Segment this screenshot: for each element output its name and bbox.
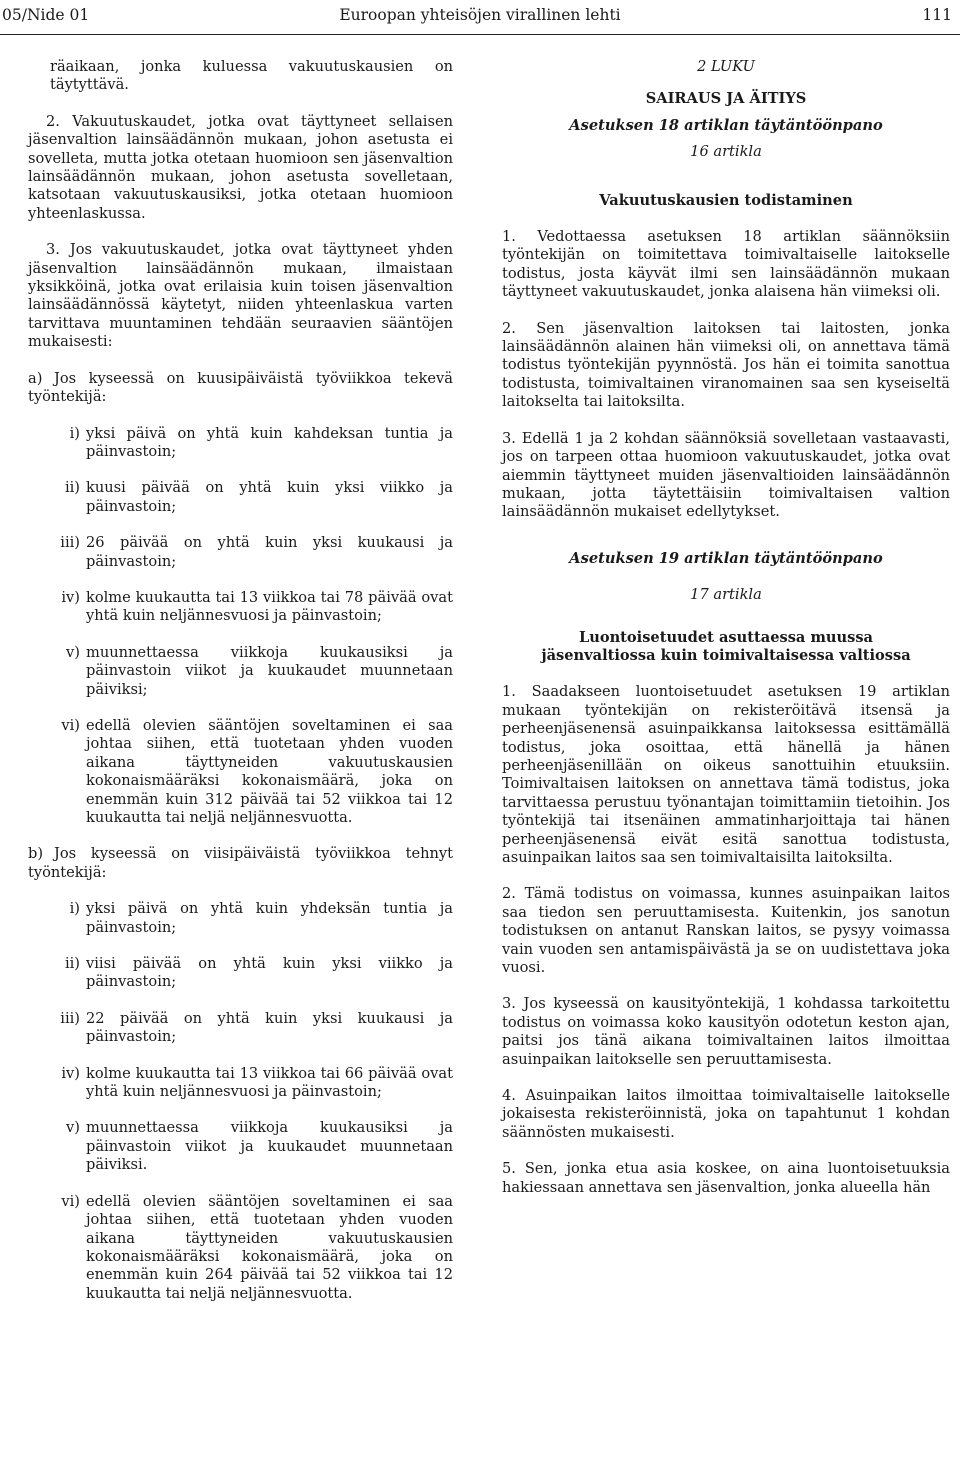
item-text: yksi päivä on yhtä kuin yhdeksän tuntia ja päinvastoin; xyxy=(86,900,453,936)
article-17-paragraph-1: 1. Saadakseen luontoisetuudet asetuksen 19 artiklan mukaan työntekijän on rekisteröitävä itsensä ja perheenjäsenensä asuinpaikkansa laitoksessa esittämällä todistus, joka osoittaa, että hänellä ja hänen perheenjäsenillään on oikeus sanottuihin etuuksiin. Toimivaltaisen laitoksen on annettava tämä todistus, joka tarvittaessa perustuu työnantajan toimittamiin tietoihin. Jos työntekijä tai itsenäinen ammatinharjoittaja tai hänen perheenjäsenensä eivät esitä sanottua todistusta, asuinpaikan laitos saa sen toimivaltaisilta laitoksilta. xyxy=(502,683,950,866)
case-a-item xyxy=(28,717,453,827)
item-number: ii) xyxy=(64,955,80,973)
item-text: 22 päivää on yhtä kuin yksi kuukausi ja päinvastoin; xyxy=(86,1009,453,1046)
item-number: vi) xyxy=(61,1192,80,1210)
article-16-paragraph-1: 1. Vedottaessa asetuksen 18 artiklan säännöksiin työntekijän on toimitettava toimivaltaiselle laitokselle todistus, josta käyvät ilmi sen lainsäädännön mukaan täyttyneet vakuutuskaudet, jonka alaisena hän viimeksi oli. xyxy=(502,228,950,301)
case-b-item xyxy=(28,1119,453,1174)
item-text: viisi päivää on yhtä kuin yksi viikko ja päinvastoin; xyxy=(86,955,453,991)
paragraph-3: 3. Jos vakuutuskaudet, jotka ovat täyttyneet yhden jäsenvaltion lainsäädännön mukaan, ilmaistaan yksikköinä, jotka ovat erilaisia kuin toisen jäsenvaltion lainsäädännössä käytetyt, niiden yhteenlaskua varten tarvittava muuntaminen tehdään seuraavien sääntöjen mukaisesti: xyxy=(28,241,453,351)
case-a xyxy=(28,370,453,407)
chapter-title: SAIRAUS JA ÄITIYS xyxy=(645,90,807,108)
article-16-paragraph-3: 3. Edellä 1 ja 2 kohdan säännöksiä sovelletaan vastaavasti, jos on tarpeen ottaa huomioon vakuutuskaudet, jotka ovat aiemmin täyttyneet muiden jäsenvaltioiden lainsäädännön mukaan, jotta täytettäisiin toimivaltaisen valtion lainsäädännön mukaiset edellytykset. xyxy=(502,429,950,521)
page-header xyxy=(0,0,960,34)
chapter-number: 2 LUKU xyxy=(697,58,755,75)
item-number: v) xyxy=(66,1119,80,1137)
article-17-title: Luontoisetuudet asuttaessa muussa jäsenvaltiossa kuin toimivaltaisessa valtiossa xyxy=(541,628,911,664)
case-a-text: Jos kyseessä on kuusipäiväistä työviikkoa tekevä työntekijä: xyxy=(28,369,453,406)
case-a-item xyxy=(28,644,453,699)
article-16-title: Vakuutuskausien todistaminen xyxy=(599,191,853,209)
item-number: v) xyxy=(66,643,80,661)
article-16-paragraph-2: 2. Sen jäsenvaltion laitoksen tai laitosten, jonka lainsäädännön alainen hän viimeksi oli, on annettava tämä todistus työntekijän pyynnöstä. Jos hän ei toimita sanottua todistusta, toimivaltainen viranomainen saa sen kyseiseltä laitokselta tai laitoksilta. xyxy=(502,319,950,411)
item-number: i) xyxy=(69,900,80,918)
page-number: 111 xyxy=(922,6,952,24)
item-text: muunnettaessa viikkoja kuukausiksi ja päinvastoin viikot ja kuukaudet muunnetaan päiviksi. xyxy=(86,1119,453,1174)
item-text: kolme kuukautta tai 13 viikkoa tai 66 päivää ovat yhtä kuin neljännesvuosi ja päinvastoin; xyxy=(86,1064,453,1101)
case-b-item xyxy=(28,1010,453,1047)
article-17-paragraph-5: 5. Sen, jonka etua asia koskee, on aina luontoisetuuksia hakiessaan annettava sen jäsenvaltion, jonka alueella hän xyxy=(502,1160,950,1196)
item-number: ii) xyxy=(64,479,80,497)
case-b-text: Jos kyseessä on viisipäiväistä työviikkoa tehnyt työntekijä: xyxy=(28,845,453,881)
case-b-item xyxy=(28,1065,453,1102)
item-number: iii) xyxy=(60,1009,80,1027)
item-number: vi) xyxy=(61,716,80,734)
item-text: 26 päivää on yhtä kuin yksi kuukausi ja päinvastoin; xyxy=(86,534,453,570)
item-text: edellä olevien sääntöjen soveltaminen ei saa johtaa siihen, että tuotetaan yhden vuoden aikana täyttyneiden vakuutuskausien kokonaismääräksi kokonaismäärä, joka on enemmän kuin 312 päivää tai 52 viikkoa tai 12 kuukautta tai neljä neljännesvuotta. xyxy=(86,716,453,826)
article-17-paragraph-2: 2. Tämä todistus on voimassa, kunnes asuinpaikan laitos saa tiedon sen peruuttamisesta. Kuitenkin, jos sanotun todistuksen on antanut Ranskan laitos, se pysyy voimassa vain vuoden sen antamispäivästä ja se on uudistettava joka vuosi. xyxy=(502,885,950,977)
item-text: kolme kuukautta tai 13 viikkoa tai 78 päivää ovat yhtä kuin neljännesvuosi ja päinvastoin; xyxy=(86,588,453,625)
case-a-item xyxy=(28,589,453,626)
case-b-item xyxy=(28,900,453,937)
implementation-heading-18: Asetuksen 18 artiklan täytäntöönpano xyxy=(569,116,883,134)
case-a-item xyxy=(28,425,453,462)
case-b-label: b) xyxy=(28,845,44,863)
item-text: edellä olevien sääntöjen soveltaminen ei saa johtaa siihen, että tuotetaan yhden vuoden aikana täyttyneiden vakuutuskausien kokonaismääräksi kokonaismäärä, joka on enemmän kuin 264 päivää tai 52 viikkoa tai 12 kuukautta tai neljä neljännesvuotta. xyxy=(86,1192,453,1302)
implementation-heading-19: Asetuksen 19 artiklan täytäntöönpano xyxy=(569,549,883,567)
volume-number: 05/Nide 01 xyxy=(2,6,90,24)
item-number: iv) xyxy=(61,1064,80,1082)
case-a-item xyxy=(28,479,453,516)
paragraph-continued: räaikaan, jonka kuluessa vakuutuskausien on täytyttävä. xyxy=(50,58,453,94)
item-text: kuusi päivää on yhtä kuin yksi viikko ja päinvastoin; xyxy=(86,479,453,515)
right-column xyxy=(502,58,950,1215)
left-column xyxy=(28,58,453,1321)
case-b-item xyxy=(28,955,453,992)
item-text: muunnettaessa viikkoja kuukausiksi ja päinvastoin viikot ja kuukaudet muunnetaan päiviksi; xyxy=(86,643,453,698)
article-17-paragraph-4: 4. Asuinpaikan laitos ilmoittaa toimivaltaiselle laitokselle jokaisesta rekisteröinnistä, joka on tapahtunut 1 kohdan säännösten mukaisesti. xyxy=(502,1087,950,1141)
article-16-number: 16 artikla xyxy=(690,143,762,161)
case-a-label: a) xyxy=(28,369,43,387)
case-b-item xyxy=(28,1193,453,1303)
paragraph-2: 2. Vakuutuskaudet, jotka ovat täyttyneet sellaisen jäsenvaltion lainsäädännön mukaan, johon asetusta ei sovelleta, mutta jotka otetaan huomioon sen jäsenvaltion lainsäädännön mukaan, johon asetusta sovelletaan, katsotaan vakuutuskausiksi, jotka otetaan huomioon yhteenlaskussa. xyxy=(28,112,453,222)
article-17-paragraph-3: 3. Jos kyseessä on kausityöntekijä, 1 kohdassa tarkoitettu todistus on voimassa koko kausityön odotetun keston ajan, paitsi jos tänä aikana toimivaltainen laitos ilmoittaa asuinpaikan laitokselle sen peruuttamisesta. xyxy=(502,995,950,1068)
header-rule xyxy=(0,34,960,35)
item-number: iii) xyxy=(60,534,80,552)
case-a-item xyxy=(28,534,453,571)
item-text: yksi päivä on yhtä kuin kahdeksan tuntia ja päinvastoin; xyxy=(86,424,453,460)
article-17-number: 17 artikla xyxy=(690,586,762,604)
item-number: i) xyxy=(69,424,80,442)
case-b xyxy=(28,845,453,882)
item-number: iv) xyxy=(61,588,80,606)
journal-title: Euroopan yhteisöjen virallinen lehti xyxy=(339,6,621,24)
